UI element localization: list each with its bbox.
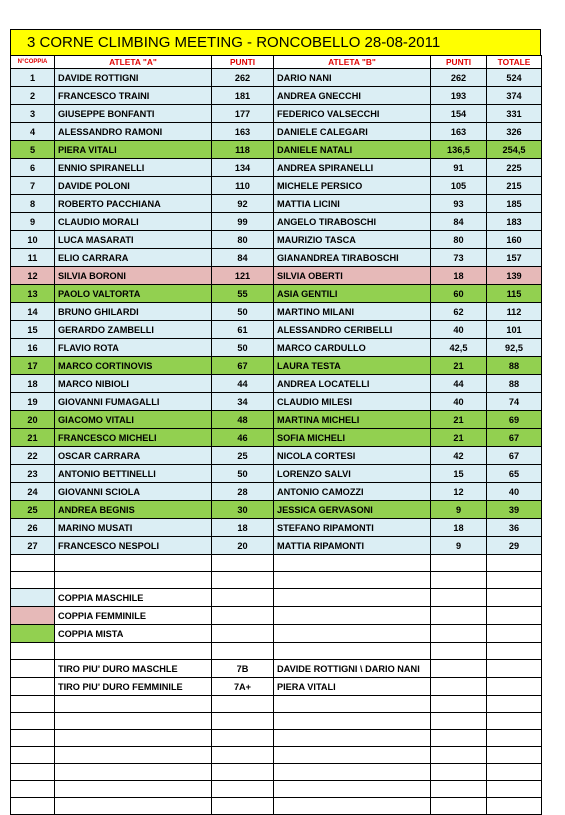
pair-number: 16 bbox=[11, 339, 55, 357]
athlete-b: FEDERICO VALSECCHI bbox=[274, 105, 431, 123]
legend-row-mixed bbox=[11, 625, 542, 643]
blank-row bbox=[11, 555, 542, 572]
table-row bbox=[11, 483, 542, 501]
table-row bbox=[11, 357, 542, 375]
header-athlete-b: ATLETA "B" bbox=[274, 56, 431, 69]
table-row bbox=[11, 321, 542, 339]
total: 67 bbox=[487, 447, 542, 465]
athlete-b: MARCO CARDULLO bbox=[274, 339, 431, 357]
points-a: 50 bbox=[212, 465, 274, 483]
points-b: 163 bbox=[431, 123, 487, 141]
points-b: 18 bbox=[431, 267, 487, 285]
points-b: 9 bbox=[431, 537, 487, 555]
athlete-b: NICOLA CORTESI bbox=[274, 447, 431, 465]
points-b: 136,5 bbox=[431, 141, 487, 159]
athlete-a: GIOVANNI FUMAGALLI bbox=[55, 393, 212, 411]
points-a: 84 bbox=[212, 249, 274, 267]
pair-number: 11 bbox=[11, 249, 55, 267]
header-athlete-a: ATLETA "A" bbox=[55, 56, 212, 69]
table-row bbox=[11, 213, 542, 231]
table-row bbox=[11, 447, 542, 465]
table-row bbox=[11, 429, 542, 447]
header-total: TOTALE bbox=[487, 56, 542, 69]
athlete-b: STEFANO RIPAMONTI bbox=[274, 519, 431, 537]
points-b: 21 bbox=[431, 357, 487, 375]
legend-label-mixed: COPPIA MISTA bbox=[55, 625, 212, 643]
points-b: 18 bbox=[431, 519, 487, 537]
pair-number: 19 bbox=[11, 393, 55, 411]
athlete-a: SILVIA BORONI bbox=[55, 267, 212, 285]
blank-row bbox=[11, 764, 542, 781]
athlete-b: ANDREA LOCATELLI bbox=[274, 375, 431, 393]
points-a: 110 bbox=[212, 177, 274, 195]
points-a: 50 bbox=[212, 303, 274, 321]
hardest-female-names: PIERA VITALI bbox=[274, 678, 431, 696]
points-a: 46 bbox=[212, 429, 274, 447]
total: 101 bbox=[487, 321, 542, 339]
total: 29 bbox=[487, 537, 542, 555]
blank-row bbox=[11, 713, 542, 730]
table-row bbox=[11, 69, 542, 87]
hardest-male-grade: 7B bbox=[212, 660, 274, 678]
pair-number: 1 bbox=[11, 69, 55, 87]
pair-number: 13 bbox=[11, 285, 55, 303]
results-table bbox=[10, 55, 542, 815]
total: 115 bbox=[487, 285, 542, 303]
athlete-a: FRANCESCO MICHELI bbox=[55, 429, 212, 447]
total: 92,5 bbox=[487, 339, 542, 357]
athlete-b: ANGELO TIRABOSCHI bbox=[274, 213, 431, 231]
points-b: 21 bbox=[431, 411, 487, 429]
legend-swatch-male bbox=[11, 589, 55, 607]
table-row bbox=[11, 375, 542, 393]
points-a: 55 bbox=[212, 285, 274, 303]
points-a: 134 bbox=[212, 159, 274, 177]
points-a: 34 bbox=[212, 393, 274, 411]
pair-number: 12 bbox=[11, 267, 55, 285]
points-a: 99 bbox=[212, 213, 274, 231]
header-points-a: PUNTI bbox=[212, 56, 274, 69]
hardest-male-names: DAVIDE ROTTIGNI \ DARIO NANI bbox=[274, 660, 431, 678]
pair-number: 20 bbox=[11, 411, 55, 429]
athlete-a: ELIO CARRARA bbox=[55, 249, 212, 267]
points-b: 15 bbox=[431, 465, 487, 483]
table-row bbox=[11, 465, 542, 483]
points-b: 84 bbox=[431, 213, 487, 231]
total: 88 bbox=[487, 357, 542, 375]
total: 254,5 bbox=[487, 141, 542, 159]
table-row bbox=[11, 303, 542, 321]
total: 183 bbox=[487, 213, 542, 231]
legend-label-male: COPPIA MASCHILE bbox=[55, 589, 212, 607]
points-a: 121 bbox=[212, 267, 274, 285]
points-b: 105 bbox=[431, 177, 487, 195]
pair-number: 22 bbox=[11, 447, 55, 465]
table-row bbox=[11, 411, 542, 429]
points-a: 177 bbox=[212, 105, 274, 123]
points-b: 60 bbox=[431, 285, 487, 303]
athlete-a: PIERA VITALI bbox=[55, 141, 212, 159]
table-row bbox=[11, 339, 542, 357]
pair-number: 3 bbox=[11, 105, 55, 123]
total: 331 bbox=[487, 105, 542, 123]
athlete-b: MICHELE PERSICO bbox=[274, 177, 431, 195]
table-row bbox=[11, 231, 542, 249]
athlete-b: MARTINO MILANI bbox=[274, 303, 431, 321]
pair-number: 6 bbox=[11, 159, 55, 177]
total: 160 bbox=[487, 231, 542, 249]
athlete-b: DANIELE CALEGARI bbox=[274, 123, 431, 141]
points-a: 48 bbox=[212, 411, 274, 429]
table-row bbox=[11, 285, 542, 303]
athlete-a: ENNIO SPIRANELLI bbox=[55, 159, 212, 177]
athlete-a: BRUNO GHILARDI bbox=[55, 303, 212, 321]
athlete-a: MARINO MUSATI bbox=[55, 519, 212, 537]
table-row bbox=[11, 123, 542, 141]
athlete-a: ANTONIO BETTINELLI bbox=[55, 465, 212, 483]
athlete-b: SILVIA OBERTI bbox=[274, 267, 431, 285]
header-points-b: PUNTI bbox=[431, 56, 487, 69]
points-b: 62 bbox=[431, 303, 487, 321]
legend-swatch-female bbox=[11, 607, 55, 625]
total: 225 bbox=[487, 159, 542, 177]
hardest-female-row bbox=[11, 678, 542, 696]
athlete-a: GIACOMO VITALI bbox=[55, 411, 212, 429]
points-b: 40 bbox=[431, 321, 487, 339]
athlete-b: ASIA GENTILI bbox=[274, 285, 431, 303]
pair-number: 23 bbox=[11, 465, 55, 483]
points-b: 9 bbox=[431, 501, 487, 519]
table-row bbox=[11, 105, 542, 123]
pair-number: 9 bbox=[11, 213, 55, 231]
results-sheet bbox=[10, 29, 541, 815]
athlete-a: ALESSANDRO RAMONI bbox=[55, 123, 212, 141]
table-row bbox=[11, 159, 542, 177]
legend-row-male bbox=[11, 589, 542, 607]
athlete-a: CLAUDIO MORALI bbox=[55, 213, 212, 231]
athlete-b: MAURIZIO TASCA bbox=[274, 231, 431, 249]
athlete-b: ANTONIO CAMOZZI bbox=[274, 483, 431, 501]
pair-number: 21 bbox=[11, 429, 55, 447]
pair-number: 10 bbox=[11, 231, 55, 249]
table-row bbox=[11, 501, 542, 519]
points-a: 163 bbox=[212, 123, 274, 141]
results-body bbox=[11, 69, 542, 555]
pair-number: 2 bbox=[11, 87, 55, 105]
athlete-b: MATTIA RIPAMONTI bbox=[274, 537, 431, 555]
points-a: 181 bbox=[212, 87, 274, 105]
athlete-a: DAVIDE ROTTIGNI bbox=[55, 69, 212, 87]
pair-number: 26 bbox=[11, 519, 55, 537]
points-b: 21 bbox=[431, 429, 487, 447]
points-a: 262 bbox=[212, 69, 274, 87]
total: 524 bbox=[487, 69, 542, 87]
athlete-b: ANDREA GNECCHI bbox=[274, 87, 431, 105]
athlete-a: GIUSEPPE BONFANTI bbox=[55, 105, 212, 123]
points-a: 67 bbox=[212, 357, 274, 375]
table-row bbox=[11, 249, 542, 267]
pair-number: 4 bbox=[11, 123, 55, 141]
points-b: 91 bbox=[431, 159, 487, 177]
total: 326 bbox=[487, 123, 542, 141]
table-row bbox=[11, 195, 542, 213]
athlete-a: FRANCESCO TRAINI bbox=[55, 87, 212, 105]
total: 157 bbox=[487, 249, 542, 267]
athlete-b: MATTIA LICINI bbox=[274, 195, 431, 213]
points-a: 20 bbox=[212, 537, 274, 555]
athlete-a: OSCAR CARRARA bbox=[55, 447, 212, 465]
points-a: 118 bbox=[212, 141, 274, 159]
athlete-a: FLAVIO ROTA bbox=[55, 339, 212, 357]
table-row bbox=[11, 393, 542, 411]
blank-row bbox=[11, 643, 542, 660]
blank-row bbox=[11, 747, 542, 764]
total: 69 bbox=[487, 411, 542, 429]
athlete-a: ROBERTO PACCHIANA bbox=[55, 195, 212, 213]
athlete-b: MARTINA MICHELI bbox=[274, 411, 431, 429]
footer-section bbox=[11, 555, 542, 815]
pair-number: 24 bbox=[11, 483, 55, 501]
points-a: 92 bbox=[212, 195, 274, 213]
pair-number: 15 bbox=[11, 321, 55, 339]
athlete-a: FRANCESCO NESPOLI bbox=[55, 537, 212, 555]
legend-row-female bbox=[11, 607, 542, 625]
total: 215 bbox=[487, 177, 542, 195]
athlete-b: SOFIA MICHELI bbox=[274, 429, 431, 447]
points-b: 93 bbox=[431, 195, 487, 213]
total: 139 bbox=[487, 267, 542, 285]
table-row bbox=[11, 141, 542, 159]
points-b: 73 bbox=[431, 249, 487, 267]
points-b: 42,5 bbox=[431, 339, 487, 357]
blank-row bbox=[11, 572, 542, 589]
athlete-b: LORENZO SALVI bbox=[274, 465, 431, 483]
points-a: 28 bbox=[212, 483, 274, 501]
pair-number: 27 bbox=[11, 537, 55, 555]
pair-number: 14 bbox=[11, 303, 55, 321]
points-b: 193 bbox=[431, 87, 487, 105]
points-b: 40 bbox=[431, 393, 487, 411]
hardest-female-grade: 7A+ bbox=[212, 678, 274, 696]
table-row bbox=[11, 87, 542, 105]
points-b: 12 bbox=[431, 483, 487, 501]
pair-number: 5 bbox=[11, 141, 55, 159]
header-row bbox=[11, 56, 542, 69]
table-row bbox=[11, 177, 542, 195]
athlete-b: DARIO NANI bbox=[274, 69, 431, 87]
hardest-male-label: TIRO PIU' DURO MASCHLE bbox=[55, 660, 212, 678]
blank-row bbox=[11, 798, 542, 815]
points-a: 61 bbox=[212, 321, 274, 339]
blank-row bbox=[11, 730, 542, 747]
athlete-b: CLAUDIO MILESI bbox=[274, 393, 431, 411]
total: 374 bbox=[487, 87, 542, 105]
sheet-title: 3 CORNE CLIMBING MEETING - RONCOBELLO 28-08-2011 bbox=[10, 29, 541, 55]
hardest-male-row bbox=[11, 660, 542, 678]
legend-label-female: COPPIA FEMMINILE bbox=[55, 607, 212, 625]
hardest-female-label: TIRO PIU' DURO FEMMINILE bbox=[55, 678, 212, 696]
athlete-a: LUCA MASARATI bbox=[55, 231, 212, 249]
pair-number: 8 bbox=[11, 195, 55, 213]
pair-number: 7 bbox=[11, 177, 55, 195]
points-b: 154 bbox=[431, 105, 487, 123]
points-a: 50 bbox=[212, 339, 274, 357]
header-num: N°COPPIA bbox=[11, 56, 55, 69]
athlete-a: MARCO CORTINOVIS bbox=[55, 357, 212, 375]
athlete-b: GIANANDREA TIRABOSCHI bbox=[274, 249, 431, 267]
total: 39 bbox=[487, 501, 542, 519]
athlete-a: GERARDO ZAMBELLI bbox=[55, 321, 212, 339]
athlete-b: DANIELE NATALI bbox=[274, 141, 431, 159]
athlete-b: JESSICA GERVASONI bbox=[274, 501, 431, 519]
pair-number: 17 bbox=[11, 357, 55, 375]
total: 74 bbox=[487, 393, 542, 411]
athlete-a: DAVIDE POLONI bbox=[55, 177, 212, 195]
athlete-a: MARCO NIBIOLI bbox=[55, 375, 212, 393]
legend-swatch-mixed bbox=[11, 625, 55, 643]
points-b: 262 bbox=[431, 69, 487, 87]
total: 36 bbox=[487, 519, 542, 537]
athlete-a: ANDREA BEGNIS bbox=[55, 501, 212, 519]
points-b: 42 bbox=[431, 447, 487, 465]
athlete-b: ANDREA SPIRANELLI bbox=[274, 159, 431, 177]
points-a: 44 bbox=[212, 375, 274, 393]
points-a: 80 bbox=[212, 231, 274, 249]
pair-number: 25 bbox=[11, 501, 55, 519]
total: 65 bbox=[487, 465, 542, 483]
total: 112 bbox=[487, 303, 542, 321]
total: 185 bbox=[487, 195, 542, 213]
points-a: 18 bbox=[212, 519, 274, 537]
points-b: 44 bbox=[431, 375, 487, 393]
total: 67 bbox=[487, 429, 542, 447]
table-row bbox=[11, 267, 542, 285]
blank-row bbox=[11, 781, 542, 798]
athlete-a: PAOLO VALTORTA bbox=[55, 285, 212, 303]
total: 40 bbox=[487, 483, 542, 501]
total: 88 bbox=[487, 375, 542, 393]
points-b: 80 bbox=[431, 231, 487, 249]
pair-number: 18 bbox=[11, 375, 55, 393]
blank-row bbox=[11, 696, 542, 713]
table-row bbox=[11, 519, 542, 537]
points-a: 30 bbox=[212, 501, 274, 519]
points-a: 25 bbox=[212, 447, 274, 465]
athlete-b: ALESSANDRO CERIBELLI bbox=[274, 321, 431, 339]
table-row bbox=[11, 537, 542, 555]
athlete-a: GIOVANNI SCIOLA bbox=[55, 483, 212, 501]
athlete-b: LAURA TESTA bbox=[274, 357, 431, 375]
